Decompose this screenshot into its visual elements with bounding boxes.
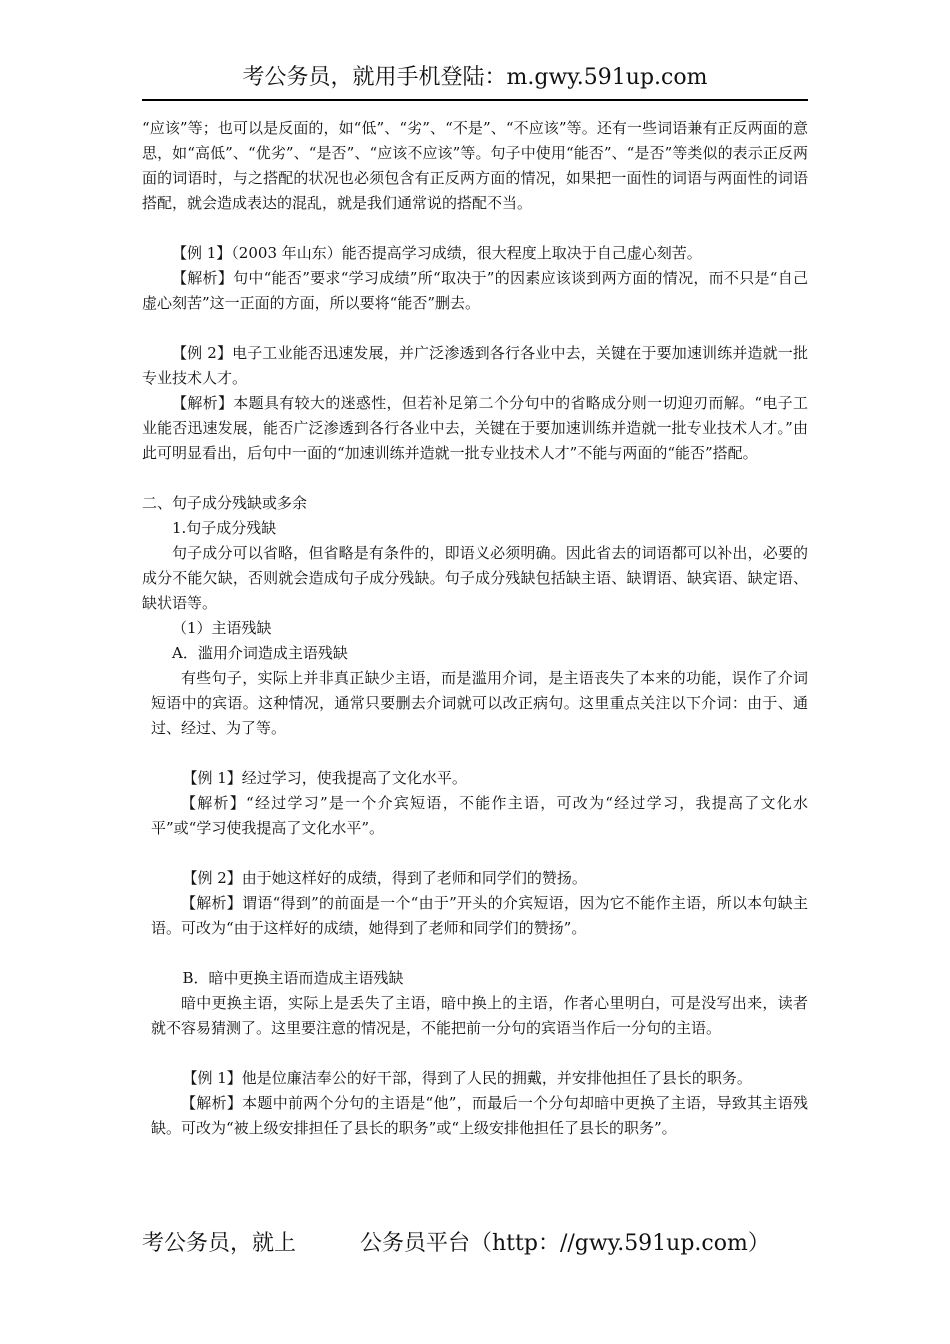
page-header: 考公务员，就用手机登陆：m.gwy.591up.com [242,65,708,90]
header-divider [142,99,808,101]
paragraph-omission: 句子成分可以省略，但省略是有条件的，即语义必须明确。因此省去的词语都可以补出，必要的成分不能欠缺，否则就会造成句子成分残缺。句子成分残缺包括缺主语、缺谓语、缺宾语、缺定语、缺状语等。 [142,544,808,612]
footer-link-text[interactable]: 公务员平台（http：//gwy.591up.com） [360,1231,770,1256]
paragraph-subject-swap: 暗中更换主语，实际上是丢失了主语，暗中换上的主语，作者心里明白，可是没写出来，读者就不容易猜测了。这里要注意的情况是，不能把前一分句的宾语当作后一分句的主语。 [151,994,808,1037]
example-3: 【例 1】经过学习，使我提高了文化水平。 [182,769,467,787]
example-4: 【例 2】由于她这样好的成绩，得到了老师和同学们的赞扬。 [182,869,587,887]
paragraph-preposition: 有些句子，实际上并非真正缺少主语，而是滥用介词，是主语丧失了本来的功能，误作了介词短语中的宾语。这种情况，通常只要删去介词就可以改正病句。这里重点关注以下介词：由于、通过、经过、为了等。 [151,669,808,737]
spacer [142,216,808,241]
page-footer [142,1224,842,1264]
analysis-2: 【解析】本题具有较大的迷惑性，但若补足第二个分句中的省略成分则一切迎刃而解。“电子工业能否迅速发展，能否广泛渗透到各行各业中去，关键在于要加速训练并造就一批专业技术人才。”由此可明显看出，后句中一面的“加速训练并造就一批专业技术人才”不能与两面的“能否”搭配。 [142,394,808,462]
example-1: 【例 1】（2003 年山东）能否提高学习成绩，很大程度上取决于自己虚心刻苦。 [172,244,702,262]
document-body [142,116,808,1141]
spacer [142,316,808,341]
spacer [142,941,808,966]
footer-left-text: 考公务员，就上 [142,1231,297,1256]
section-heading: 二、句子成分残缺或多余 [142,494,308,512]
analysis-3: 【解析】“经过学习”是一个介宾短语，不能作主语，可改为“经过学习，我提高了文化水平”或“学习使我提高了文化水平”。 [151,794,808,837]
subheading-b: B．暗中更换主语而造成主语残缺 [182,969,404,987]
spacer [142,741,808,766]
subheading-a: A．滥用介词造成主语残缺 [172,644,348,662]
example-2: 【例 2】电子工业能否迅速发展，并广泛渗透到各行各业中去，关键在于要加速训练并造就一批专业技术人才。 [142,344,808,387]
subsection-heading: 1.句子成分残缺 [172,519,277,537]
analysis-5: 【解析】本题中前两个分句的主语是“他”，而最后一个分句却暗中更换了主语，导致其主语残缺。可改为“被上级安排担任了县长的职务”或“上级安排他担任了县长的职务”。 [151,1094,808,1137]
analysis-4: 【解析】谓语“得到”的前面是一个“由于”开头的介宾短语，因为它不能作主语，所以本句缺主语。可改为“由于这样好的成绩，她得到了老师和同学们的赞扬”。 [151,894,808,937]
analysis-1: 【解析】句中“能否”要求“学习成绩”所“取决于”的因素应该谈到两方面的情况，而不只是“自己虚心刻苦”这一正面的方面，所以要将“能否”删去。 [142,269,808,312]
spacer [142,841,808,866]
paragraph-intro: “应该”等；也可以是反面的，如“低”、“劣”、“不是”、“不应该”等。还有一些词语兼有正反两面的意思，如“高低”、“优劣”、“是否”、“应该不应该”等。句子中使用“能否”、“是否”等类似的表示正反两面的词语时，与之搭配的状况也必须包含有正反两方面的情况，如果把一面性的词语与两面性的词语搭配，就会造成表达的混乱，就是我们通常说的搭配不当。 [142,119,808,212]
example-5: 【例 1】他是位廉洁奉公的好干部，得到了人民的拥戴，并安排他担任了县长的职务。 [182,1069,752,1087]
spacer [142,466,808,491]
subheading-subject-missing: （1）主语残缺 [172,619,272,637]
spacer [142,1041,808,1066]
